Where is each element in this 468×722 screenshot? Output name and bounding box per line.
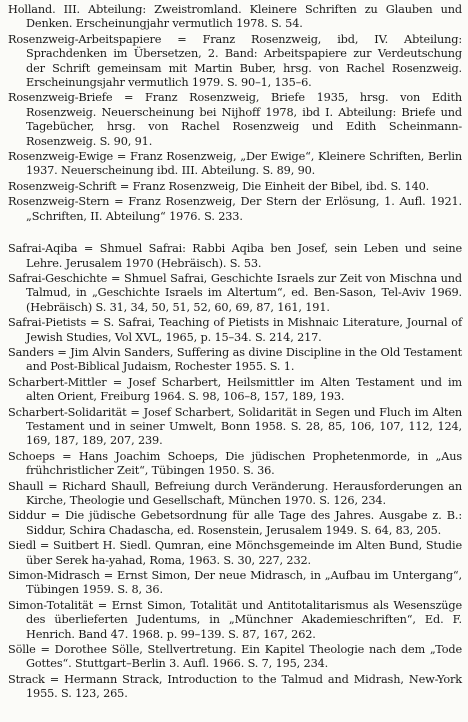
entry-safrai-aqiba: Safrai-Aqiba = Shmuel Safrai: Rabbi Aqiba ben Josef, sein Leben und seine Lehre. Jerusalem 1970 (Hebräisch). S. 53.: [8, 242, 462, 270]
entry-siedl: Siedl = Suitbert H. Siedl. Qumran, eine Mönchsgemeinde im Alten Bund, Studie über Serek ha-yahad, Roma, 1963. S. 30, 227, 232.: [8, 539, 462, 567]
section-gap: [8, 225, 462, 242]
entry-rosenzweig-schrift: Rosenzweig-Schrift = Franz Rosenzweig, Die Einheit der Bibel, ibd. S. 140.: [8, 179, 430, 193]
entry-strack: Strack = Hermann Strack, Introduction to the Talmud and Midrash, New-York 1955. S. 123, 265.: [8, 672, 462, 701]
entry-schoeps: Schoeps = Hans Joachim Schoeps, Die jüdischen Prophetenmorde, in „Aus frühchristlicher Zeit“, Tübingen 1950. S. 36.: [8, 449, 462, 478]
entry-shaull: Shaull = Richard Shaull, Befreiung durch Veränderung. Herausforderungen an Kirche, Theologie und Gesellschaft, München 1970. S. 126, 234.: [8, 479, 462, 507]
entry-rosenzweig-stern: Rosenzweig-Stern = Franz Rosenzweig, Der Stern der Erlösung, 1. Aufl. 1921. „Schriften, II. Abteilung“ 1976. S. 233.: [8, 195, 462, 223]
entry-siddur: Siddur = Die jüdische Gebetsordnung für alle Tage des Jahres. Ausgabe z. B.: Siddur, Schira Chadascha, ed. Rosenstein, Jerusalem 1949. S. 64, 83, 205.: [8, 509, 462, 537]
entry-rosenzweig-arbeitspapiere: Rosenzweig-Arbeitspapiere = Franz Rosenzweig, ibd, IV. Abteilung: Sprachdenken im Übersetzen, 2. Band: Arbeitspapiere zur Verdeutschung der Schrift gemeinsam mit Martin Buber, hrsg. von Rachel Rosenzweig. Erscheinungsjahr vermutlich 1979. S. 90–1, 135–6.: [8, 32, 462, 90]
entry-soelle: Sölle = Dorothee Sölle, Stellvertretung. Ein Kapitel Theologie nach dem „Tode Gottes“. Stuttgart–Berlin 3. Aufl. 1966. S. 7, 195, 234.: [8, 643, 462, 671]
entry-scharbert-mittler: Scharbert-Mittler = Josef Scharbert, Heilsmittler im Alten Testament und im alten Orient, Freiburg 1964. S. 98, 106–8, 157, 189, 193.: [8, 375, 462, 404]
entry-rosenzweig-ewige: Rosenzweig-Ewige = Franz Rosenzweig, „Der Ewige“, Kleinere Schriften, Berlin 1937. Neuerscheinung ibd. III. Abteilung. S. 89, 90.: [8, 150, 462, 178]
entry-simon-midrasch: Simon-Midrasch = Ernst Simon, Der neue Midrasch, in „Aufbau im Untergang“, Tübingen 1959. S. 8, 36.: [8, 569, 462, 597]
entry-scharbert-solidaritaet: Scharbert-Solidarität = Josef Scharbert, Solidarität in Segen und Fluch im Alten Testament und in seiner Umwelt, Bonn 1958. S. 28, 85, 106, 107, 112, 124, 169, 187, 189, 207, 239.: [8, 405, 462, 448]
entry-sanders: Sanders = Jim Alvin Sanders, Suffering as divine Discipline in the Old Testament and Post-Biblical Judaism, Rochester 1955. S. 1.: [8, 345, 462, 374]
entry-safrai-geschichte: Safrai-Geschichte = Shmuel Safrai, Geschichte Israels zur Zeit von Mischna und Talmud, in „Geschichte Israels im Altertum“, ed. Ben-Sason, Tel-Aviv 1969. (Hebräisch) S. 31, 34, 50, 51, 52, 60, 69, 87, 161, 191.: [8, 271, 462, 314]
entry-rosenzweig-briefe: Rosenzweig-Briefe = Franz Rosenzweig, Briefe 1935, hrsg. von Edith Rosenzweig. Neuerscheinung bei Nijhoff 1978, ibd I. Abteilung: Briefe und Tagebücher, hrsg. von Rachel Rosenzweig und Edith Scheinmann-Rosenzweig. S. 90, 91.: [8, 91, 462, 148]
entry-rosenzweig-cont: Holland. III. Abteilung: Zweistromland. Kleinere Schriften zu Glauben und Denken. Erscheinungjahr vermutlich 1978. S. 54.: [8, 3, 462, 31]
entry-safrai-pietists: Safrai-Pietists = S. Safrai, Teaching of Pietists in Mishnaic Literature, Journal of Jewish Studies, Vol XVL, 1965, p. 15–34. S. 214, 217.: [8, 316, 462, 344]
entry-simon-totalitaet: Simon-Totalität = Ernst Simon, Totalität und Antitotalitarismus als Wesenszüge des überlieferten Judentums, in „Münchner Akademieschriften“, Ed. F. Henrich. Band 47. 1968. p. 99–139. S. 87, 167, 262.: [8, 598, 462, 641]
